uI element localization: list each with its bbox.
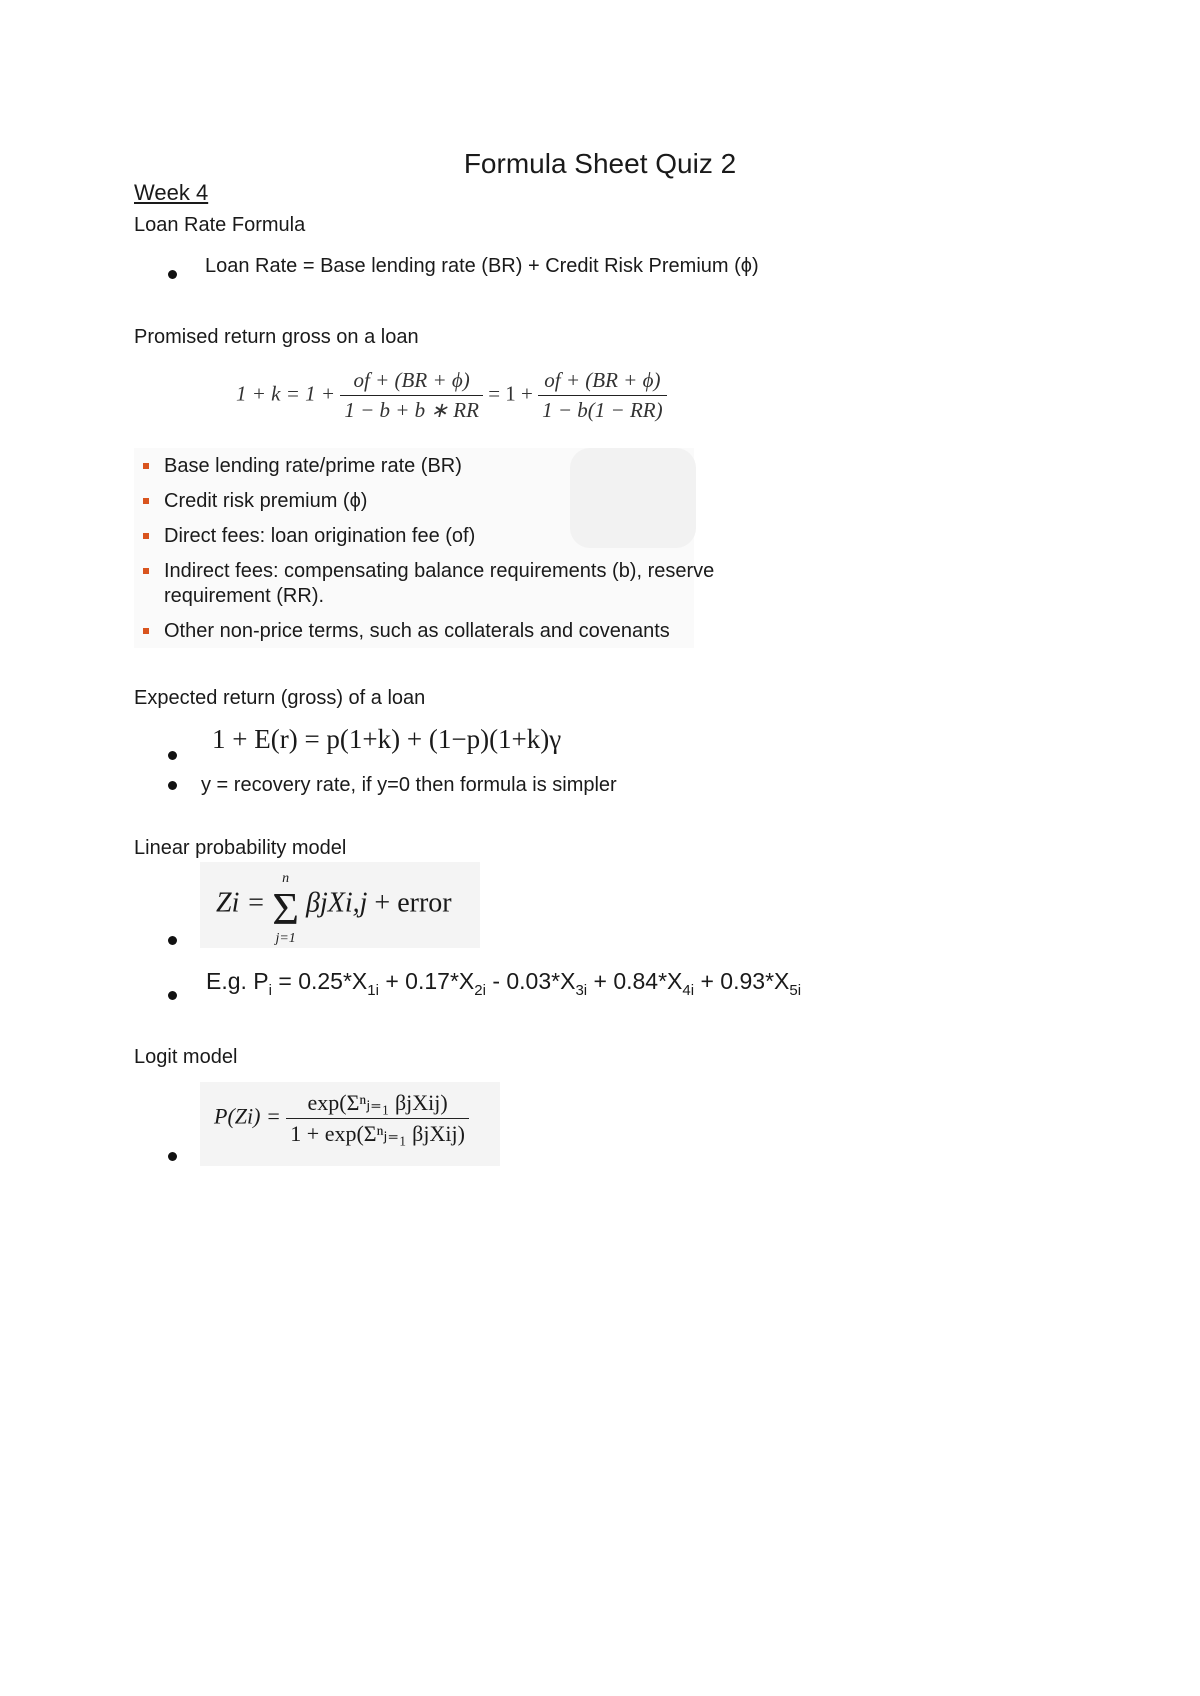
panel-shading xyxy=(570,448,696,548)
example-subscript: 1i xyxy=(367,982,379,999)
fraction-1-numerator: of + (BR + ϕ) xyxy=(353,368,470,392)
bullet-dot xyxy=(168,270,177,279)
recovery-rate-note: y = recovery rate, if y=0 then formula is simpler xyxy=(201,774,617,796)
term-item: Other non-price terms, such as collaterals and covenants xyxy=(164,620,670,642)
term-item: Direct fees: loan origination fee (of) xyxy=(164,525,476,547)
logit-fraction xyxy=(286,1090,469,1147)
example-subscript: 3i xyxy=(575,982,588,999)
bullet-dot xyxy=(168,991,177,1000)
fraction-2-numerator: of + (BR + ϕ) xyxy=(544,368,661,392)
logit-numerator: exp(Σⁿⱼ₌₁ βjXij) xyxy=(307,1090,448,1115)
bullet-dot xyxy=(168,781,177,790)
fraction-1 xyxy=(340,368,483,423)
loan-rate-formula: Loan Rate = Base lending rate (BR) + Credit Risk Premium (ϕ) xyxy=(205,255,759,277)
square-bullet xyxy=(143,498,149,504)
linear-lhs: Zi = xyxy=(216,887,266,919)
square-bullet xyxy=(143,628,149,634)
linear-body: βjXi,j xyxy=(306,887,368,919)
formula-equals: = 1 + xyxy=(488,381,533,406)
square-bullet xyxy=(143,568,149,574)
term-item: Base lending rate/prime rate (BR) xyxy=(164,455,462,477)
linear-example xyxy=(206,968,801,999)
example-term: - 0.03*X xyxy=(485,968,576,994)
logit-denominator: 1 + exp(Σⁿⱼ₌₁ βjXij) xyxy=(286,1118,469,1147)
sum-upper-limit: n xyxy=(282,871,290,886)
example-subscript: 4i xyxy=(682,982,695,999)
logit-lhs: P(Zi) = xyxy=(214,1103,281,1129)
example-subscript: i xyxy=(268,982,272,999)
bullet-dot xyxy=(168,936,177,945)
example-subscript: 2i xyxy=(474,982,486,999)
example-subscript: 5i xyxy=(789,982,802,999)
term-item-continuation: requirement (RR). xyxy=(164,585,325,607)
expected-return-formula: 1 + E(r) = p(1+k) + (1−p)(1+k)γ xyxy=(212,724,562,754)
page-title: Formula Sheet Quiz 2 xyxy=(463,148,737,179)
linear-model-heading: Linear probability model xyxy=(134,837,347,859)
sigma-icon: Σ xyxy=(272,883,300,934)
sum-lower-limit: j=1 xyxy=(275,931,296,946)
linear-model-formula xyxy=(216,868,452,946)
week-heading: Week 4 xyxy=(134,180,209,205)
square-bullet xyxy=(143,463,149,469)
term-item: Indirect fees: compensating balance requirements (b), reserve xyxy=(164,560,715,582)
bullet-dot xyxy=(168,751,177,760)
logit-model-formula xyxy=(214,1090,469,1147)
formula-lhs: 1 + k = 1 + xyxy=(236,381,336,406)
fraction-1-denominator: 1 − b + b ∗ RR xyxy=(340,395,483,423)
example-term: + 0.84*X xyxy=(587,968,683,994)
linear-error-term: + error xyxy=(374,887,452,919)
promised-return-heading: Promised return gross on a loan xyxy=(134,326,419,348)
fraction-2 xyxy=(538,368,666,423)
logit-model-heading: Logit model xyxy=(134,1046,238,1068)
bullet-dot xyxy=(168,1152,177,1161)
loan-rate-heading: Loan Rate Formula xyxy=(134,214,306,236)
fraction-2-denominator: 1 − b(1 − RR) xyxy=(538,395,666,423)
summation xyxy=(272,872,299,946)
term-item: Credit risk premium (ϕ) xyxy=(164,490,368,512)
example-prefix: E.g. P xyxy=(206,968,269,994)
example-term: = 0.25*X xyxy=(272,968,368,994)
expected-return-heading: Expected return (gross) of a loan xyxy=(134,687,426,709)
example-term: + 0.93*X xyxy=(694,968,790,994)
promised-return-formula xyxy=(236,368,667,423)
square-bullet xyxy=(143,533,149,539)
example-term: + 0.17*X xyxy=(378,968,475,994)
